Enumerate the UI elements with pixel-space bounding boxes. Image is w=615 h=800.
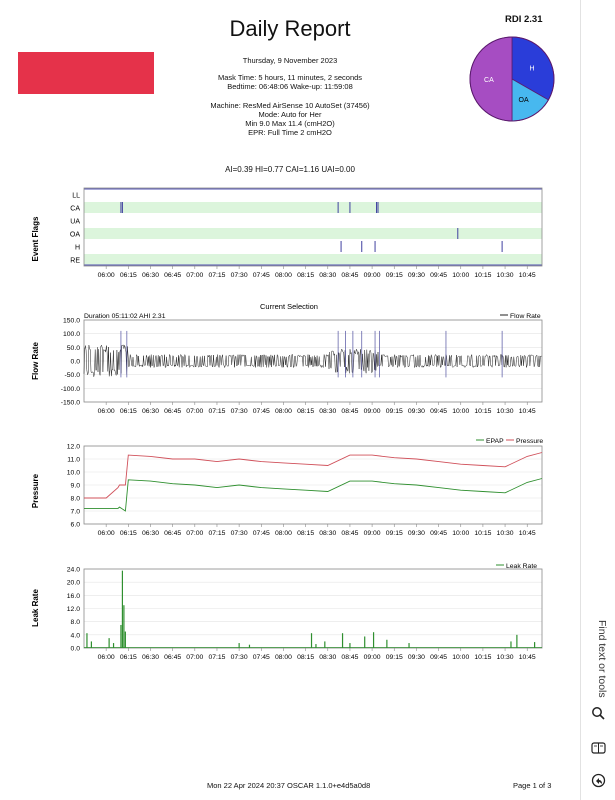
flag-row-label: CA <box>70 205 80 213</box>
time-tick-label: 06:45 <box>164 530 182 537</box>
flag-row-ll <box>84 189 542 200</box>
pie-label: OA <box>518 96 529 104</box>
time-tick-label: 10:45 <box>518 530 536 537</box>
epr-info: EPR: Full Time 2 cmH2O <box>248 128 332 137</box>
pressure-range: Min 9.0 Max 11.4 (cmH2O) <box>245 119 335 128</box>
time-tick-label: 06:00 <box>97 530 115 537</box>
leak-ytick: 24.0 <box>66 566 80 574</box>
time-tick-label: 10:30 <box>496 530 514 537</box>
time-tick-label: 08:15 <box>297 654 315 661</box>
pressure-ytick: 6.0 <box>70 521 80 529</box>
flow-ytick: -150.0 <box>60 399 80 407</box>
time-tick-label: 10:45 <box>518 272 536 279</box>
time-tick-label: 08:15 <box>297 408 315 415</box>
time-tick-label: 10:30 <box>496 654 514 661</box>
pressure-ytick: 12.0 <box>66 443 80 451</box>
leak-ylabel: Leak Rate <box>31 589 40 627</box>
time-tick-label: 06:00 <box>97 272 115 279</box>
time-tick-label: 07:00 <box>186 654 204 661</box>
time-tick-label: 08:30 <box>319 272 337 279</box>
pressure-chart <box>28 433 558 545</box>
time-tick-label: 07:45 <box>252 654 270 661</box>
time-tick-label: 09:45 <box>430 654 448 661</box>
time-tick-label: 06:30 <box>141 408 159 415</box>
flow-title: Current Selection <box>260 302 318 311</box>
pie-label: H <box>529 65 535 73</box>
time-tick-label: 09:15 <box>385 272 403 279</box>
leak-ytick: 20.0 <box>66 579 80 587</box>
event-flags-chart <box>28 182 558 282</box>
time-tick-label: 08:30 <box>319 530 337 537</box>
flow-ytick: 100.0 <box>62 331 80 339</box>
pressure-legend: Pressure <box>516 438 544 445</box>
time-tick-label: 07:15 <box>208 654 226 661</box>
mask-time: Mask Time: 5 hours, 11 minutes, 2 seconds <box>217 73 363 82</box>
time-tick-label: 09:00 <box>363 408 381 415</box>
flag-row-label: H <box>74 244 80 252</box>
time-tick-label: 10:15 <box>474 654 492 661</box>
flag-row-ua <box>84 215 542 226</box>
time-tick-label: 07:15 <box>208 272 226 279</box>
search-icon[interactable] <box>587 702 609 724</box>
time-tick-label: 09:30 <box>407 272 425 279</box>
epap-line <box>84 479 542 512</box>
flag-row-label: LL <box>72 192 80 200</box>
time-tick-label: 07:00 <box>186 530 204 537</box>
flag-row-oa <box>84 228 542 239</box>
time-tick-label: 07:15 <box>208 530 226 537</box>
time-tick-label: 08:30 <box>319 654 337 661</box>
time-tick-label: 10:15 <box>474 272 492 279</box>
flow-ytick: 50.0 <box>66 344 80 352</box>
flow-summary: Duration 05:11:02 AHI 2.31 <box>84 313 166 320</box>
time-tick-label: 10:15 <box>474 408 492 415</box>
time-tick-label: 06:30 <box>141 654 159 661</box>
time-tick-label: 10:15 <box>474 530 492 537</box>
event-flags-ylabel: Event Flags <box>31 216 40 262</box>
time-tick-label: 10:00 <box>452 530 470 537</box>
time-tick-label: 08:00 <box>274 654 292 661</box>
mode-info: Mode: Auto for Her <box>258 110 322 119</box>
pie-label: CA <box>484 77 494 84</box>
time-tick-label: 09:30 <box>407 530 425 537</box>
time-tick-label: 07:30 <box>230 654 248 661</box>
pressure-ytick: 11.0 <box>67 456 80 464</box>
flow-ytick: 0.0 <box>70 358 80 366</box>
flag-row-label: RE <box>70 257 80 265</box>
machine-info: Machine: ResMed AirSense 10 AutoSet (37456) <box>210 101 370 110</box>
event-indices: AI=0.39 HI=0.77 CAI=1.16 UAI=0.00 <box>225 165 355 174</box>
time-tick-label: 07:45 <box>252 530 270 537</box>
flag-row-re <box>84 254 542 265</box>
events-pie-chart <box>468 35 556 123</box>
time-tick-label: 08:00 <box>274 272 292 279</box>
time-tick-label: 09:15 <box>385 530 403 537</box>
time-tick-label: 08:45 <box>341 272 359 279</box>
time-tick-label: 10:00 <box>452 654 470 661</box>
flow-legend: Flow Rate <box>510 313 541 320</box>
bed-wake-times: Bedtime: 06:48:06 Wake-up: 11:59:08 <box>227 82 353 91</box>
flow-rate-chart <box>28 300 558 418</box>
time-tick-label: 06:45 <box>164 408 182 415</box>
footer-page: Page 1 of 3 <box>513 781 552 790</box>
time-tick-label: 08:45 <box>341 530 359 537</box>
reader-icon[interactable] <box>587 737 609 759</box>
flag-row-label: OA <box>69 231 80 239</box>
rdi-value: RDI 2.31 <box>505 14 543 25</box>
flag-row-h <box>84 241 542 252</box>
time-tick-label: 08:45 <box>341 654 359 661</box>
leak-ytick: 16.0 <box>66 592 80 600</box>
report-date: Thursday, 9 November 2023 <box>242 56 338 65</box>
flow-ytick: 150.0 <box>62 317 80 325</box>
time-tick-label: 10:45 <box>518 408 536 415</box>
time-tick-label: 07:15 <box>208 408 226 415</box>
time-tick-label: 09:00 <box>363 530 381 537</box>
time-tick-label: 09:45 <box>430 408 448 415</box>
time-tick-label: 09:00 <box>363 272 381 279</box>
time-tick-label: 06:00 <box>97 654 115 661</box>
find-text-tools[interactable]: Find text or tools <box>596 620 608 698</box>
redacted-block <box>18 52 154 94</box>
time-tick-label: 06:30 <box>141 272 159 279</box>
time-tick-label: 10:00 <box>452 408 470 415</box>
pressure-ylabel: Pressure <box>31 473 40 509</box>
time-tick-label: 10:30 <box>496 272 514 279</box>
time-tick-label: 06:30 <box>141 530 159 537</box>
time-tick-label: 06:45 <box>164 654 182 661</box>
report-title: Daily Report <box>229 16 351 41</box>
leak-ytick: 8.0 <box>70 619 80 627</box>
pressure-ytick: 7.0 <box>70 508 80 516</box>
flag-row-ca <box>84 202 542 213</box>
flow-ytick: -100.0 <box>60 385 80 393</box>
leak-rate-chart <box>28 558 558 668</box>
time-tick-label: 09:30 <box>407 654 425 661</box>
time-tick-label: 10:45 <box>518 654 536 661</box>
time-tick-label: 06:15 <box>119 272 137 279</box>
time-tick-label: 09:00 <box>363 654 381 661</box>
time-tick-label: 10:00 <box>452 272 470 279</box>
pressure-ytick: 8.0 <box>70 495 80 503</box>
time-tick-label: 08:30 <box>319 408 337 415</box>
time-tick-label: 09:30 <box>407 408 425 415</box>
flow-ylabel: Flow Rate <box>31 342 40 380</box>
leak-ytick: 12.0 <box>66 606 80 613</box>
time-tick-label: 07:00 <box>186 408 204 415</box>
time-tick-label: 06:45 <box>164 272 182 279</box>
epap-legend: EPAP <box>486 438 504 445</box>
time-tick-label: 09:15 <box>385 408 403 415</box>
time-tick-label: 10:30 <box>496 408 514 415</box>
leak-ytick: 0.0 <box>70 645 80 653</box>
time-tick-label: 08:00 <box>274 408 292 415</box>
flag-row-label: UA <box>70 218 80 226</box>
leak-legend: Leak Rate <box>506 563 537 570</box>
time-tick-label: 07:30 <box>230 530 248 537</box>
time-tick-label: 06:15 <box>119 408 137 415</box>
footer-generated: Mon 22 Apr 2024 20:37 OSCAR 1.1.0+e4d5a0d8 <box>207 781 371 790</box>
leak-ytick: 4.0 <box>70 632 80 640</box>
time-tick-label: 08:15 <box>297 272 315 279</box>
time-tick-label: 09:45 <box>430 272 448 279</box>
time-tick-label: 06:15 <box>119 530 137 537</box>
time-tick-label: 08:45 <box>341 408 359 415</box>
time-tick-label: 08:15 <box>297 530 315 537</box>
pressure-ytick: 9.0 <box>70 482 80 490</box>
pressure-ytick: 10.0 <box>66 469 80 477</box>
share-icon[interactable] <box>587 769 609 791</box>
time-tick-label: 07:30 <box>230 272 248 279</box>
time-tick-label: 07:30 <box>230 408 248 415</box>
time-tick-label: 06:15 <box>119 654 137 661</box>
viewer-sidebar <box>580 0 615 800</box>
time-tick-label: 07:45 <box>252 408 270 415</box>
flow-ytick: -50.0 <box>64 372 80 380</box>
time-tick-label: 08:00 <box>274 530 292 537</box>
time-tick-label: 07:00 <box>186 272 204 279</box>
time-tick-label: 09:45 <box>430 530 448 537</box>
time-tick-label: 09:15 <box>385 654 403 661</box>
time-tick-label: 06:00 <box>97 408 115 415</box>
time-tick-label: 07:45 <box>252 272 270 279</box>
